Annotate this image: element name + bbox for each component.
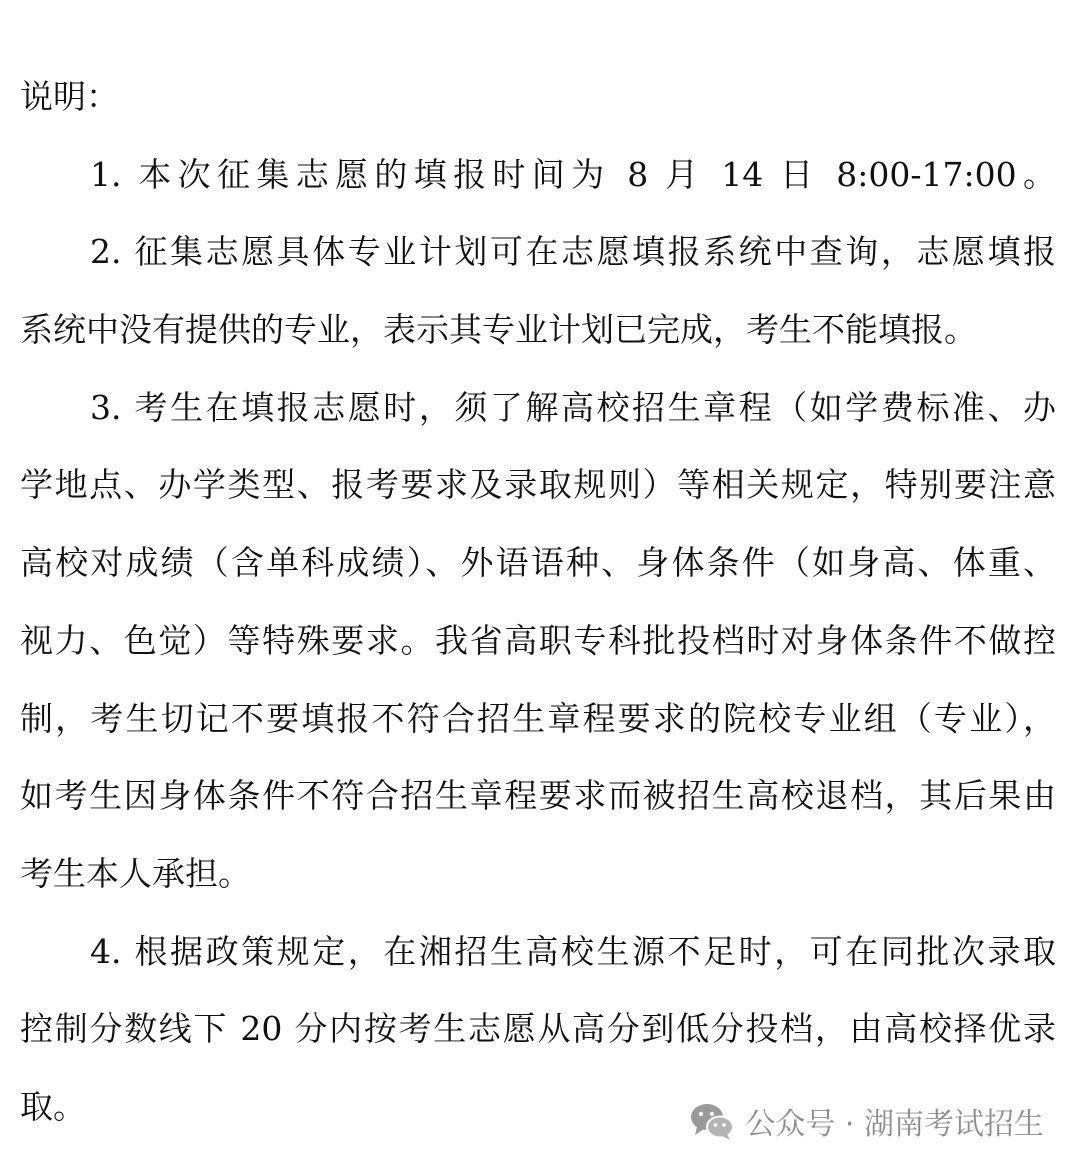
watermark-text: 公众号 · 湖南考试招生 — [745, 1107, 1044, 1142]
item-2-line-1: 2. 征集志愿具体专业计划可在志愿填报系统中查询，志愿填报 — [90, 232, 1056, 272]
item-4-line-3: 取。 — [20, 1086, 86, 1126]
item-3-line-3: 高校对成绩（含单科成绩）、外语语种、身体条件（如身高、体重、 — [20, 543, 1056, 583]
item-3-line-1: 3. 考生在填报志愿时，须了解高校招生章程（如学费标准、办 — [90, 387, 1056, 427]
item-1-line-1: 1. 本次征集志愿的填报时间为 8 月 14 日 8:00-17:00。 — [90, 154, 1056, 194]
wechat-watermark — [689, 1096, 1044, 1146]
item-4-line-1: 4. 根据政策规定，在湘招生高校生源不足时，可在同批次录取 — [90, 931, 1056, 971]
item-3-line-6: 如考生因身体条件不符合招生章程要求而被招生高校退档，其后果由 — [20, 776, 1056, 816]
item-3-line-2: 学地点、办学类型、报考要求及录取规则）等相关规定，特别要注意 — [20, 465, 1056, 505]
wechat-icon — [689, 1101, 735, 1141]
document-body — [20, 58, 1056, 1146]
item-2-line-2: 系统中没有提供的专业，表示其专业计划已完成，考生不能填报。 — [20, 310, 977, 350]
document-heading: 说明： — [20, 77, 119, 116]
item-4-line-2: 控制分数线下 20 分内按考生志愿从高分到低分投档，由高校择优录 — [20, 1009, 1056, 1049]
item-3-line-4: 视力、色觉）等特殊要求。我省高职专科批投档时对身体条件不做控 — [20, 620, 1056, 660]
item-3-line-5: 制，考生切记不要填报不符合招生章程要求的院校专业组（专业）， — [20, 698, 1056, 738]
item-3-line-7: 考生本人承担。 — [20, 853, 251, 893]
